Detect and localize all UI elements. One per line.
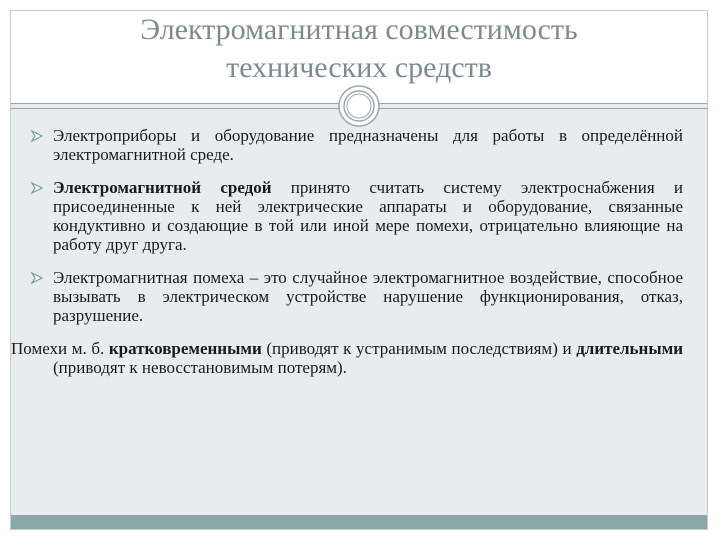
title-line-1: Электромагнитная совместимость <box>140 13 578 46</box>
bullet-text: Электроприборы и оборудование предназначены для работы в определённой электромагнитной среде. <box>53 126 683 164</box>
slide-content <box>11 126 683 377</box>
bold-term: кратковременными <box>108 339 262 358</box>
bullet-item <box>31 178 683 254</box>
bullet-item <box>31 268 683 325</box>
paragraph-part: Помехи м. б. <box>11 339 109 358</box>
arrow-bullet-icon <box>31 130 43 142</box>
paragraph-part: (приводят к невосстановимым потерям). <box>53 358 347 377</box>
arrow-bullet-icon <box>31 272 43 284</box>
bullet-item <box>31 126 683 164</box>
slide-title <box>11 11 707 87</box>
bullet-text: Электромагнитная помеха – это случайное электромагнитное воздействие, способное вызывать в электрическом устройстве нарушение функционирования, отказ, разрушение. <box>53 268 683 325</box>
bullet-text-rest: принято считать систему электроснабжения и присоединенные к ней электрические аппараты и оборудование, связанные кондуктивно и создающие в той или иной мере помехи, отрицательно влияющие на работу друг друга. <box>53 178 683 254</box>
arrow-bullet-icon <box>31 182 43 194</box>
paragraph-part: (приводят к устранимым последствиям) и <box>261 339 577 358</box>
slide <box>10 10 708 530</box>
circle-ornament-icon <box>338 85 380 127</box>
footer-bar <box>11 515 707 529</box>
title-line-2: технических средств <box>226 51 492 84</box>
bold-term: Электромагнитной средой <box>53 178 272 197</box>
bold-term: длительными <box>576 339 683 358</box>
paragraph <box>11 339 683 377</box>
bullet-text <box>53 178 683 254</box>
paragraph-text <box>11 339 683 377</box>
